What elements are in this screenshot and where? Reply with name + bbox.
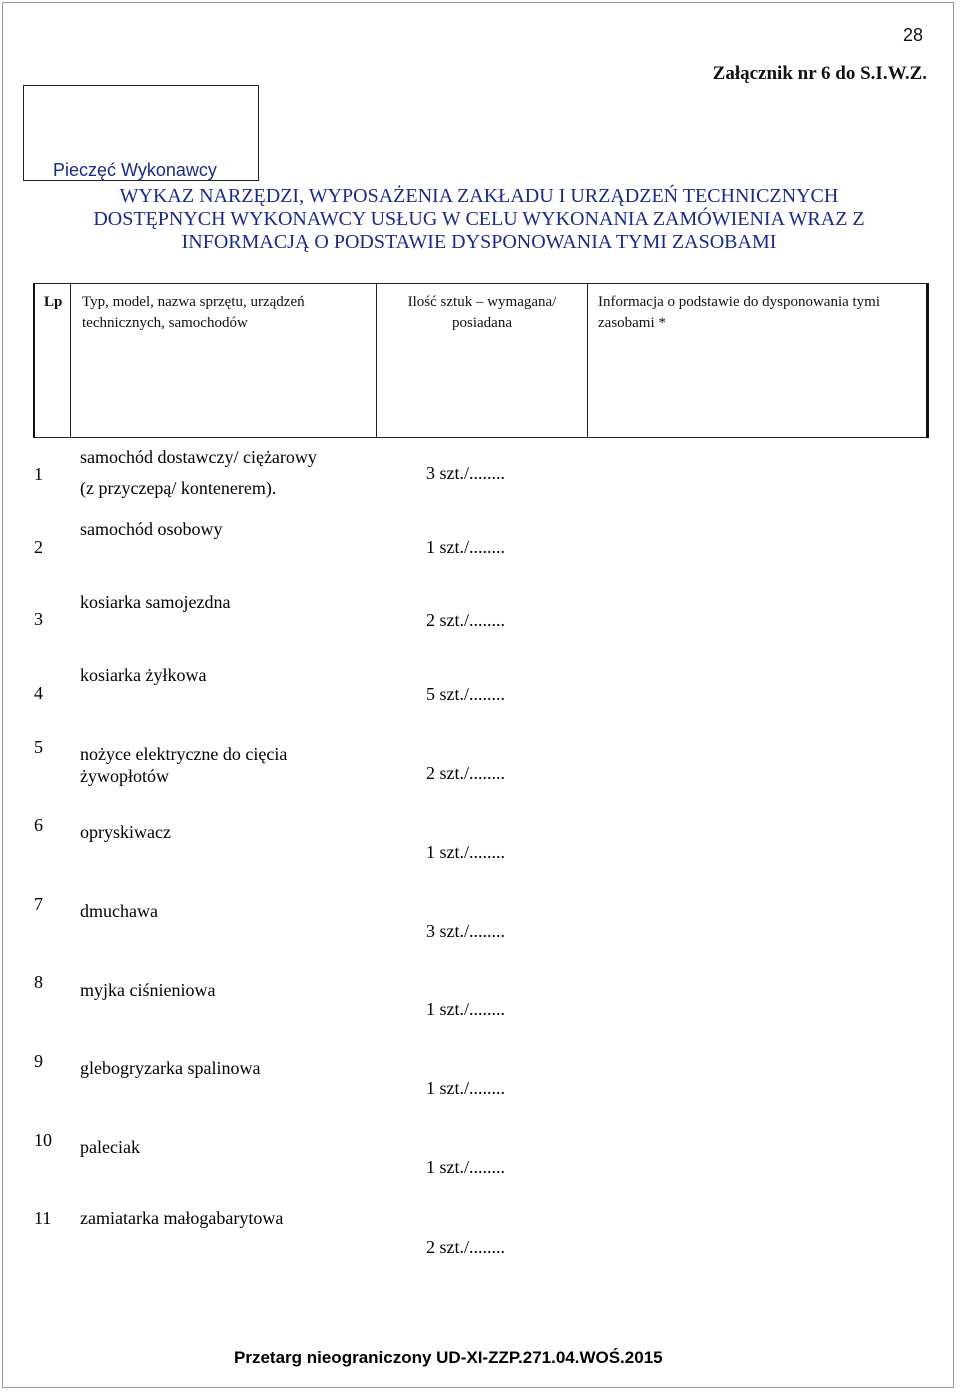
row-qty: 2 szt./........ (426, 763, 505, 783)
row-qty: 1 szt./........ (426, 1157, 505, 1177)
row-qty: 5 szt./........ (426, 684, 505, 704)
row-lp: 10 (34, 1130, 52, 1150)
row-name: paleciak (80, 1137, 140, 1157)
row-qty: 3 szt./........ (426, 921, 505, 941)
title-line: DOSTĘPNYCH WYKONAWCY USŁUG W CELU WYKONANIA ZAMÓWIENIA WRAZ Z (93, 208, 865, 230)
row-lp: 9 (34, 1051, 43, 1071)
header-lp: Lp (44, 294, 63, 310)
row-lp: 1 (34, 464, 43, 484)
header-type: Typ, model, nazwa sprzętu, urządzeń technicznych, samochodów (82, 294, 305, 331)
row-qty: 1 szt./........ (426, 537, 505, 557)
table-header (33, 283, 929, 438)
header-qty: Ilość sztuk – wymagana/ posiadana (407, 294, 557, 331)
title-line: WYKAZ NARZĘDZI, WYPOSAŻENIA ZAKŁADU I URZĄDZEŃ TECHNICZNYCH (119, 185, 839, 207)
title-line: INFORMACJĄ O PODSTAWIE DYSPONOWANIA TYMI ZASOBAMI (181, 231, 777, 253)
row-name: kosiarka samojezdna (80, 592, 231, 612)
row-qty: 2 szt./........ (426, 610, 505, 630)
row-name: samochód dostawczy/ ciężarowy (80, 447, 317, 467)
row-qty: 1 szt./........ (426, 842, 505, 862)
column-divider (587, 284, 588, 437)
stamp-label: Pieczęć Wykonawcy (53, 160, 217, 180)
header-info: Informacja o podstawie do dysponowania tymi zasobami * (598, 294, 881, 331)
row-qty: 3 szt./........ (426, 463, 505, 483)
page-number: 28 (902, 25, 923, 45)
row-lp: 4 (34, 683, 43, 703)
row-lp: 7 (34, 894, 43, 914)
column-divider (376, 284, 377, 437)
row-name: opryskiwacz (80, 822, 171, 842)
row-name: kosiarka żyłkowa (80, 665, 207, 685)
row-qty: 1 szt./........ (426, 1078, 505, 1098)
row-name-line2: żywopłotów (80, 766, 169, 786)
column-divider (70, 284, 71, 437)
row-name-line2: (z przyczepą/ kontenerem). (80, 478, 277, 498)
row-name: nożyce elektryczne do cięcia (80, 744, 288, 764)
footer-text: Przetarg nieograniczony UD-XI-ZZP.271.04.WOŚ.2015 (234, 1348, 663, 1367)
annex-label: Załącznik nr 6 do S.I.W.Z. (712, 63, 927, 84)
row-lp: 2 (34, 537, 43, 557)
row-name: zamiatarka małogabarytowa (80, 1208, 284, 1228)
row-name: samochód osobowy (80, 519, 223, 539)
row-name: dmuchawa (80, 901, 158, 921)
row-lp: 11 (34, 1208, 52, 1228)
row-name: glebogryzarka spalinowa (80, 1058, 261, 1078)
row-qty: 1 szt./........ (426, 999, 505, 1019)
document-title (49, 185, 909, 254)
row-qty: 2 szt./........ (426, 1237, 505, 1257)
row-name: myjka ciśnieniowa (80, 980, 216, 1000)
row-lp: 5 (34, 737, 43, 757)
row-lp: 8 (34, 972, 43, 992)
row-lp: 3 (34, 609, 43, 629)
row-lp: 6 (34, 815, 43, 835)
